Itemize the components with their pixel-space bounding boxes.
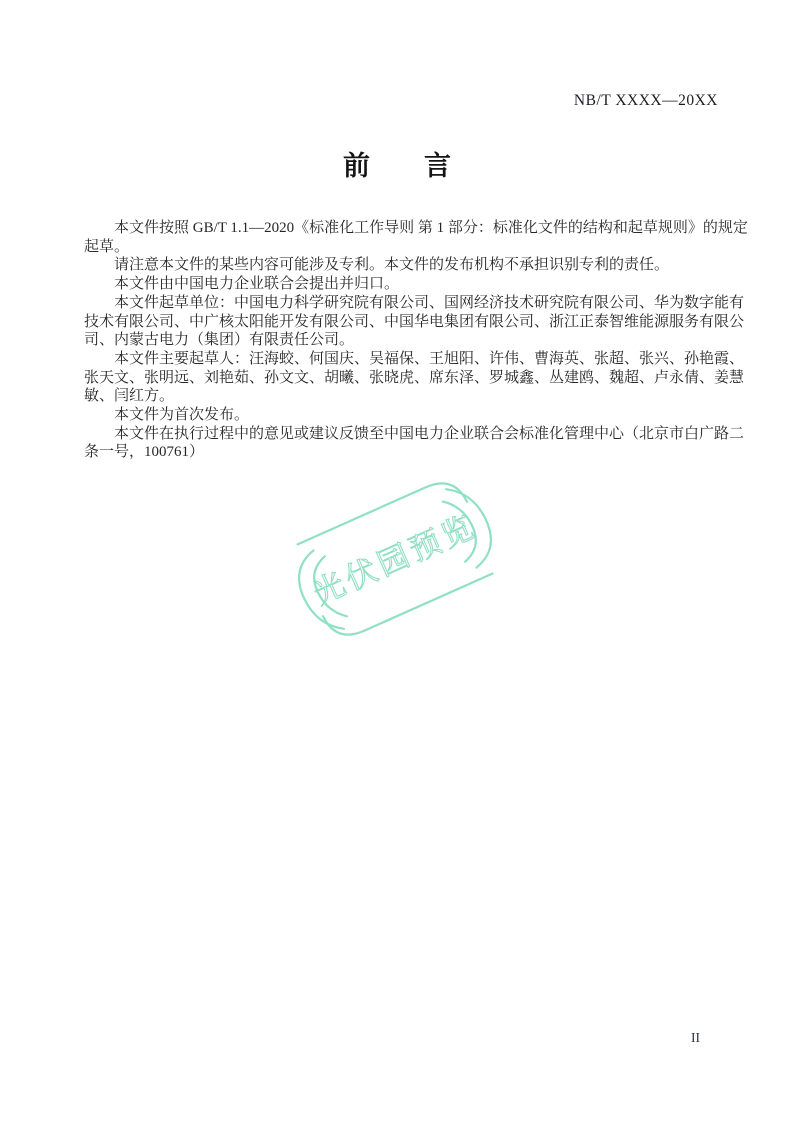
watermark-stamp bbox=[280, 462, 510, 657]
text-line: 敏、闫红方。 bbox=[84, 388, 175, 405]
text-line: 本文件在执行过程中的意见或建议反馈至中国电力企业联合会标准化管理中心（北京市白广路二 bbox=[84, 425, 745, 442]
watermark-border-right-outer bbox=[442, 479, 502, 567]
watermark-border-left-outer bbox=[288, 550, 348, 638]
text-line: 司、内蒙古电力（集团）有限责任公司。 bbox=[84, 332, 355, 349]
text-line: 本文件起草单位：中国电力科学研究院有限公司、国网经济技术研究院有限公司、华为数字能有 bbox=[84, 294, 745, 311]
watermark-border-right-inner bbox=[439, 495, 484, 562]
standard-number: NB/T XXXX—20XX bbox=[573, 92, 718, 109]
watermark-text: 光伏园预览 bbox=[308, 507, 483, 612]
watermark-border-left-inner bbox=[306, 556, 351, 623]
text-line: 条一号，100761） bbox=[84, 444, 205, 461]
text-line: 本文件由中国电力企业联合会提出并归口。 bbox=[84, 276, 400, 293]
text-line: 本文件按照 GB/T 1.1—2020《标准化工作导则 第 1 部分：标准化文件的结构和起草规则》的规定 bbox=[84, 220, 748, 236]
watermark-border-bottom bbox=[323, 546, 492, 643]
text-line: 起草。 bbox=[84, 238, 130, 255]
watermark-border-top bbox=[298, 474, 467, 571]
text-line: 张天文、张明远、刘艳茹、孙文文、胡曦、张晓虎、席东泽、罗城鑫、丛建鸥、魏超、卢永倩、姜慧 bbox=[84, 369, 745, 386]
text-line: 本文件主要起草人：汪海蛟、何国庆、吴福保、王旭阳、许伟、曹海英、张超、张兴、孙艳霞、 bbox=[84, 350, 745, 367]
page-number: II bbox=[691, 1030, 700, 1045]
text-line: 技术有限公司、中广核太阳能开发有限公司、中国华电集团有限公司、浙江正泰智维能源服务有限公 bbox=[84, 313, 745, 330]
body-text bbox=[84, 219, 748, 462]
page-title: 前 言 bbox=[343, 151, 451, 181]
text-line: 本文件为首次发布。 bbox=[84, 407, 250, 424]
text-line: 请注意本文件的某些内容可能涉及专利。本文件的发布机构不承担识别专利的责任。 bbox=[84, 257, 670, 274]
